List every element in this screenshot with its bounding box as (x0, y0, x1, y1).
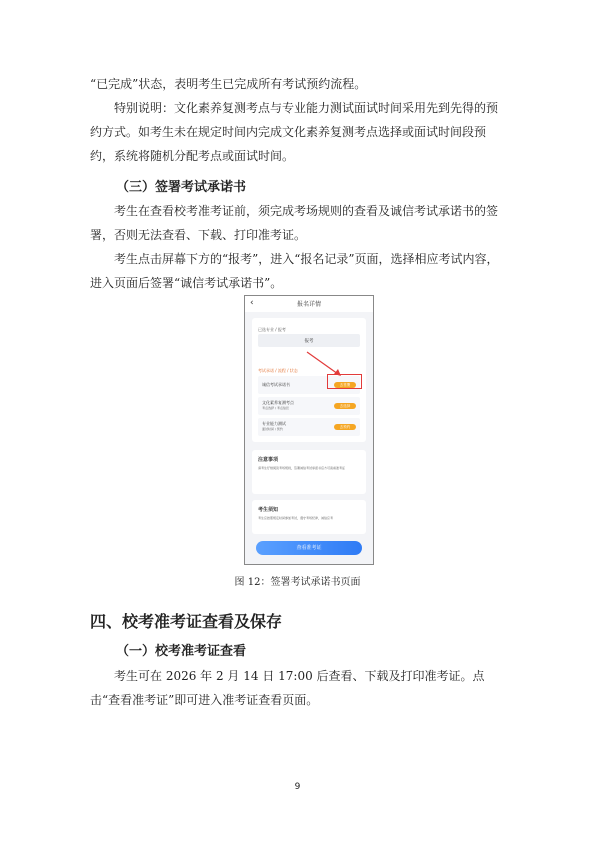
list-item-label: 诚信考试承诺书 (262, 382, 290, 387)
rules-card (252, 500, 366, 534)
select-value: 报考 (304, 339, 314, 344)
paragraph-special-note: 特别说明：文化素养复测考点与专业能力测试面试时间采用先到先得的预约方式。如考生未在规定时间内完成文化素养复测考点选择或面试时间段预约，系统将随机分配考点或面试时间。 (90, 101, 499, 163)
phone-title: 报名详情 (296, 301, 321, 308)
rules-text: 考生应按照规定时间参加考试，遵守考场纪律，诚信应考 (258, 516, 334, 520)
phone-header (245, 296, 373, 312)
select-box[interactable] (258, 334, 360, 347)
section-heading-sign-pledge: （三）签署考试承诺书 (116, 180, 247, 195)
arrow-icon (305, 350, 345, 380)
view-admission-ticket-button[interactable]: 查看准考证 (256, 541, 362, 555)
section-heading-view-ticket: （一）校考准考证查看 (116, 644, 247, 659)
rules-title: 考生须知 (258, 507, 279, 513)
select-label: 已选专业 / 报考 (258, 327, 286, 332)
list-item-label: 专业能力测试 (262, 421, 286, 426)
figure-caption: 图 12：签署考试承诺书页面 (234, 577, 361, 588)
paragraph-view-ticket: 考生可在 2026 年 2 月 14 日 17:00 后查看、下载及打印准考证。点击“查看准考证”即可进入准考证查看页面。 (90, 669, 485, 707)
process-section-label: 考试承诺 / 流程 / 状态 (258, 368, 298, 373)
list-item-label: 文化素养复测考点 (262, 400, 294, 405)
list-item-sub: 考点选择 / 考点信息 (262, 406, 289, 410)
list-item-sub: 面试时间 / 预约 (262, 427, 283, 431)
sign-pledge-button[interactable]: 去签署 (334, 382, 356, 388)
list-item[interactable] (258, 418, 360, 436)
notice-text: 请考生仔细阅读考场规则，签署诚信考试承诺书后方可查看准考证 (258, 466, 346, 470)
paragraph-status-complete: “已完成”状态，表明考生已完成所有考试预约流程。 (90, 77, 367, 91)
page-number: 9 (294, 782, 301, 792)
select-venue-button[interactable]: 去选择 (334, 403, 356, 409)
phone-screenshot (244, 295, 374, 565)
notice-card (252, 450, 366, 494)
list-item[interactable] (258, 397, 360, 415)
paragraph-sign-requirement: 考生在查看校考准考证前，须完成考场规则的查看及诚信考试承诺书的签署，否则无法查看、下载、打印准考证。 (90, 204, 499, 242)
book-interview-button[interactable]: 去预约 (334, 424, 356, 430)
chapter-heading: 四、校考准考证查看及保存 (90, 612, 283, 631)
notice-title: 注意事项 (258, 457, 279, 463)
paragraph-sign-steps: 考生点击屏幕下方的“报考”，进入“报名记录”页面，选择相应考试内容，进入页面后签署“诚信考试承诺书”。 (90, 252, 499, 290)
chevron-left-icon[interactable]: ‹ (250, 298, 254, 308)
